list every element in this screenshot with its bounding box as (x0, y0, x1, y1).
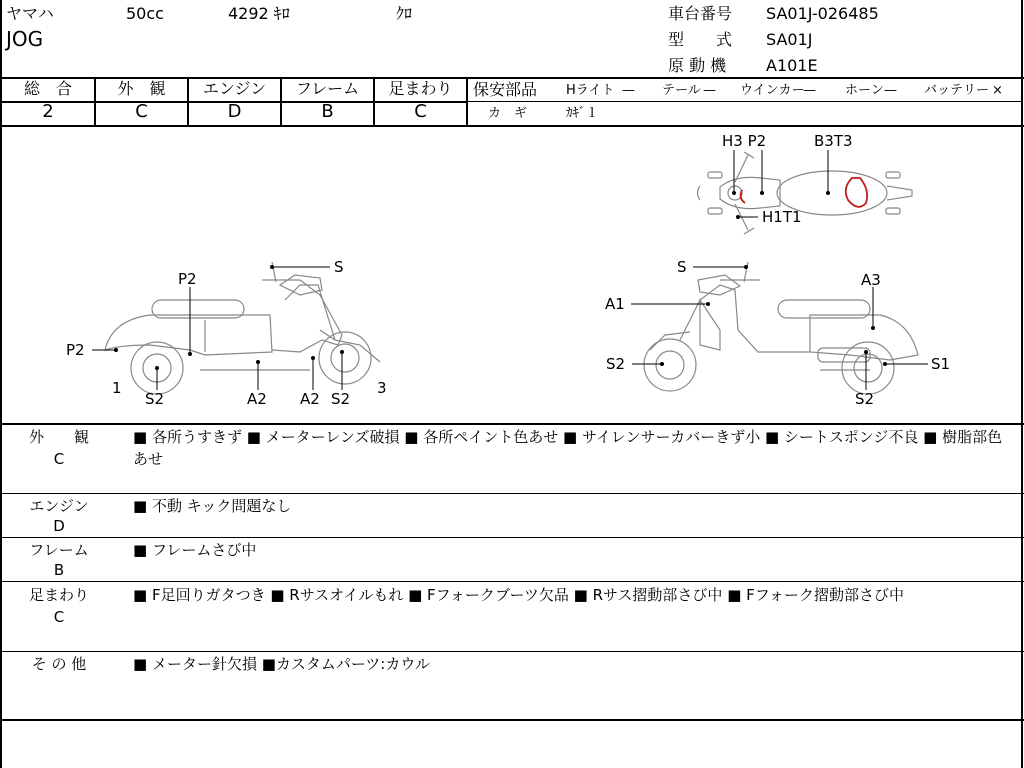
label-right-s2a: S2 (606, 355, 626, 373)
remark-suspension-label: 足まわり (28, 586, 89, 604)
winker-status: — (803, 83, 816, 98)
headlight-status: — (622, 83, 635, 98)
winker-label: ウインカー (740, 83, 805, 98)
battery-status: × (992, 83, 1003, 98)
frame-no: SA01J-026485 (766, 4, 879, 23)
tail-label: テール (662, 83, 701, 98)
horn-label: ホーン (845, 83, 884, 98)
remark-frame-text: ■ フレームさび中 (133, 541, 257, 559)
model-name: JOG (6, 27, 44, 51)
remark-exterior-label: 外 観 (28, 428, 89, 446)
exterior-grade-value: C (135, 101, 148, 122)
label-right-a1: A1 (605, 295, 625, 313)
engine-grade-value: D (227, 101, 242, 122)
key-label: カ ギ (488, 106, 528, 121)
mileage: 4292 ｷﾛ (228, 4, 290, 23)
engine-type-value: A101E (766, 56, 818, 75)
label-left-a2a: A2 (247, 390, 267, 408)
label-right-s: S (677, 258, 687, 276)
frame-grade-value: B (321, 101, 334, 122)
remark-suspension-grade: C (53, 608, 65, 626)
exterior-grade-label: 外 観 (117, 79, 166, 98)
label-left-s: S (334, 258, 344, 276)
type-label: 型 式 (668, 30, 733, 49)
suspension-grade-value: C (414, 101, 427, 122)
label-left-p2: P2 (66, 341, 85, 359)
top-view-scooter (698, 152, 913, 234)
remark-exterior-grade: C (53, 450, 65, 468)
label-left-s2b: S2 (331, 390, 351, 408)
remark-frame-label: フレーム (29, 541, 89, 559)
displacement: 50cc (126, 4, 164, 23)
tail-status: — (703, 83, 716, 98)
overall-grade-value: 2 (42, 101, 54, 122)
label-left-p2-top: P2 (178, 270, 197, 288)
label-h1t1: H1T1 (762, 208, 802, 226)
suspension-grade-label: 足まわり (388, 79, 453, 98)
safety-parts-label: 保安部品 (473, 80, 538, 99)
key-value: ｶｷﾞ１ (566, 106, 599, 121)
label-left-1: 1 (112, 379, 122, 397)
remark-other-label: そ の 他 (31, 655, 87, 673)
remark-suspension-text: ■ F足回りガタつき ■ Rサスオイルもれ ■ Fフォークブーツ欠品 ■ Rサス摺動部さび中 ■ Fフォーク摺動部さび中 (133, 586, 905, 604)
label-left-s2a: S2 (145, 390, 165, 408)
remark-other-text: ■ メーター針欠損 ■カスタムパーツ:カウル (133, 655, 430, 673)
damage-marks-red (741, 178, 868, 207)
label-b3t3: B3T3 (814, 132, 853, 150)
frame-grade-label: フレーム (295, 79, 360, 98)
maker: ヤマハ (6, 4, 54, 23)
remark-engine-label: エンジン (29, 497, 89, 515)
horn-status: — (884, 83, 897, 98)
left-side-scooter (105, 262, 380, 394)
label-right-s2b: S2 (855, 390, 875, 408)
color: ｸﾛ (396, 4, 413, 23)
type-value: SA01J (766, 30, 813, 49)
label-left-a2b: A2 (300, 390, 320, 408)
frame-no-label: 車台番号 (668, 4, 733, 23)
label-right-a3: A3 (861, 271, 881, 289)
engine-grade-label: エンジン (202, 79, 267, 98)
remark-engine-grade: D (53, 517, 65, 535)
label-h3p2: H3 P2 (722, 132, 767, 150)
remark-exterior-text: ■ 各所うすきず ■ メーターレンズ破損 ■ 各所ペイント色あせ ■ サイレンサーカバーきず小 ■ シートスポンジ不良 ■ 樹脂部色あせ (133, 428, 1003, 468)
headlight-label: Hライト (566, 83, 615, 98)
remark-engine-text: ■ 不動 キック問題なし (133, 497, 292, 515)
label-left-3: 3 (377, 379, 387, 397)
overall-grade-label: 総 合 (23, 79, 72, 98)
label-right-s1: S1 (931, 355, 951, 373)
battery-label: バッテリー (924, 83, 990, 98)
engine-type-label: 原 動 機 (668, 56, 727, 75)
remark-frame-grade: B (53, 561, 65, 579)
